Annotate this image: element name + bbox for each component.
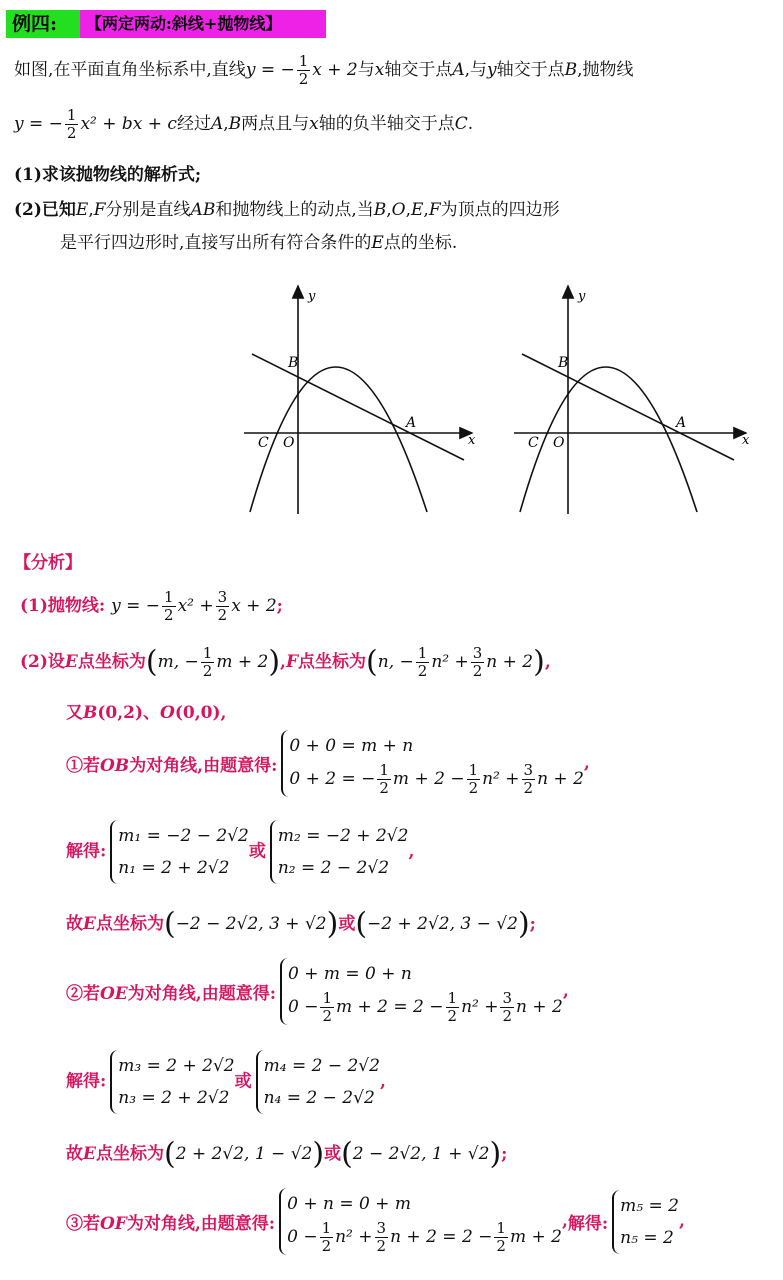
figures xyxy=(236,282,756,518)
fig2-C-label: C xyxy=(528,435,539,451)
fig1-x-label: x xyxy=(468,433,476,448)
analysis-part-2: (2)设E点坐标为(m, − $\frac{1}{2}$ m + 2),F点坐标为(n, − $\frac{1}{2}$ n² + $\frac{3}{2}$ n + 2), xyxy=(20,644,551,680)
result-1: 故E点坐标为(−2 − 2√2, 3 + √2)或(−2 + 2√2, 3 − √2); xyxy=(66,906,536,942)
fig1-A-label: A xyxy=(406,415,417,431)
fig2-y-label: y xyxy=(578,289,586,304)
case-1: ①若OB为对角线,由题意得: 0 + 0 = m + n 0 + 2 = − $\frac{1}{2}$ m + 2 − $\frac{1}{2}$ n² + $\frac{3}{2}$ n + 2 , xyxy=(66,730,590,797)
analysis-also: 又B(0,2)、O(0,0), xyxy=(66,703,227,723)
solution-2: 解得: m₃ = 2 + 2√2 n₃ = 2 + 2√2 或 m₄ = 2 − 2√2 n₄ = 2 − 2√2 , xyxy=(66,1050,386,1114)
topic-label: 【两定两动:斜线+抛物线】 xyxy=(80,10,326,38)
result-2: 故E点坐标为(2 + 2√2, 1 − √2)或(2 − 2√2, 1 + √2); xyxy=(66,1136,508,1172)
figure-right xyxy=(514,286,750,514)
fig2-O-label: O xyxy=(553,435,565,451)
analysis-heading: 【分析】 xyxy=(14,553,82,573)
fig1-y-label: y xyxy=(308,289,316,304)
fig1-B-label: B xyxy=(288,355,299,371)
question-1: (1)求该抛物线的解析式; xyxy=(14,165,202,185)
question-2-cont: 是平行四边形时,直接写出所有符合条件的E点的坐标. xyxy=(60,233,458,253)
figure-left xyxy=(244,286,476,514)
fig2-B-label: B xyxy=(558,355,569,371)
case-2: ②若OE为对角线,由题意得: 0 + m = 0 + n 0 − $\frac{1}{2}$ m + 2 = 2 − $\frac{1}{2}$ n² + $\frac{3}{2}$ n + 2 , xyxy=(66,958,569,1025)
problem-line-2: y = − $\frac{1}{2}$ x² + bx + c经过A,B两点且与x轴的负半轴交于点C. xyxy=(14,106,474,142)
problem-line-1: 如图,在平面直角坐标系中,直线y = − $\frac{1}{2}$ x + 2与x轴交于点A,与y轴交于点B,抛物线 xyxy=(14,52,634,88)
example-label: 例四: xyxy=(6,10,80,38)
analysis-part-1: (1)抛物线: y = − $\frac{1}{2}$ x² + $\frac{3}{2}$ x + 2; xyxy=(20,588,283,624)
fig2-x-label: x xyxy=(742,433,750,448)
solution-1: 解得: m₁ = −2 − 2√2 n₁ = 2 + 2√2 或 m₂ = −2 + 2√2 n₂ = 2 − 2√2 , xyxy=(66,820,414,884)
fig1-O-label: O xyxy=(283,435,295,451)
case-3: ③若OF为对角线,由题意得: 0 + n = 0 + m 0 − $\frac{1}{2}$ n² + $\frac{3}{2}$ n + 2 = 2 − $\frac{1}{2}$ m + 2 ,解得: m₅ = 2 n₅ = 2 , xyxy=(66,1188,685,1255)
question-2: (2)已知E,F分别是直线AB和抛物线上的动点,当B,O,E,F为顶点的四边形 xyxy=(14,200,560,220)
fig1-C-label: C xyxy=(258,435,269,451)
fig2-A-label: A xyxy=(676,415,687,431)
